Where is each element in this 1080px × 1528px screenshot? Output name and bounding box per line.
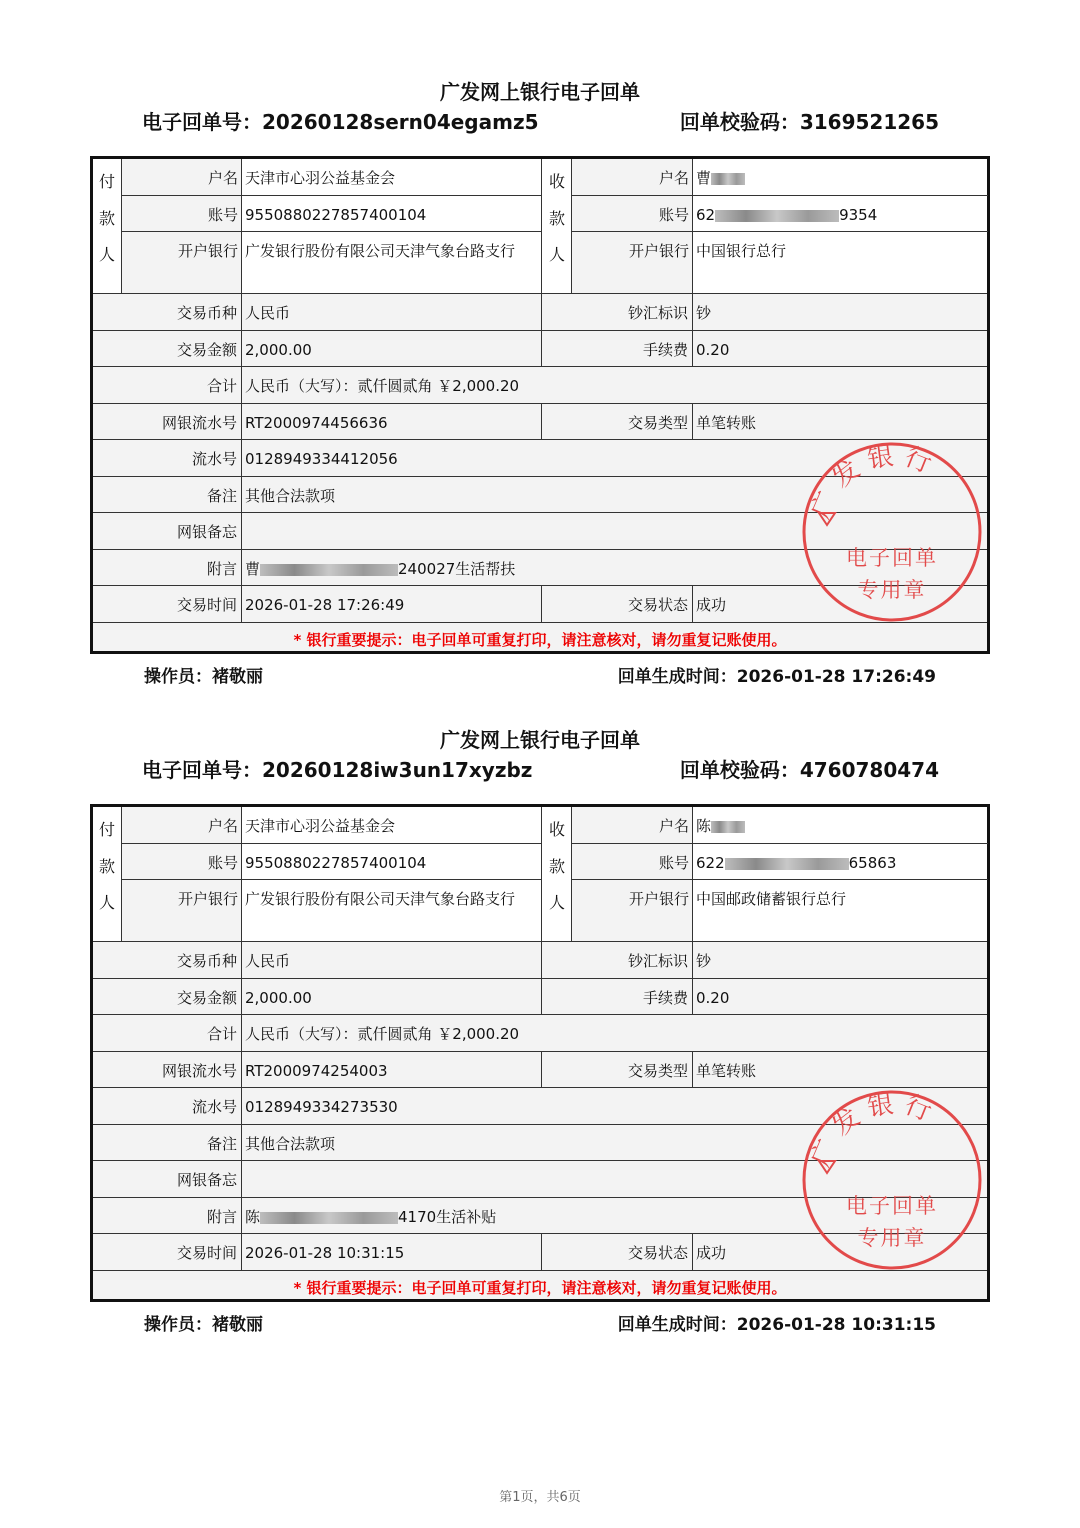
- payee-account-suffix: 9354: [839, 206, 878, 224]
- payer-side-label: [93, 807, 121, 941]
- payer-account-label: 账号: [122, 195, 242, 231]
- receipt-number: 电子回单号：20260128iw3un17xyzbz: [142, 758, 533, 782]
- currency-value: 人民币: [241, 294, 541, 330]
- payee-account-prefix: 622: [696, 854, 725, 872]
- status-label: 交易状态: [541, 586, 692, 622]
- seal-middle-text: 电子回单: [846, 1194, 938, 1218]
- payer-bank: 广发银行股份有限公司天津气象台路支行: [242, 231, 542, 293]
- side-char: 人: [548, 245, 565, 264]
- postscript-prefix: 曹: [245, 560, 261, 578]
- payer-account: 9550880227857400104: [242, 843, 542, 879]
- side-char: 款: [98, 857, 115, 876]
- side-char: 款: [98, 209, 115, 228]
- payer-label-col: [121, 159, 241, 293]
- payee-account-suffix: 65863: [848, 854, 897, 872]
- seal-bottom-text: 专用章: [857, 1226, 927, 1250]
- time-value: 2026-01-28 10:31:15: [241, 1234, 541, 1270]
- payer-side-label: [93, 159, 121, 293]
- fee-value: 0.20: [692, 979, 987, 1014]
- fee-label: 手续费: [541, 979, 692, 1014]
- netbank-serial-value: RT2000974456636: [241, 404, 541, 439]
- payer-name: 天津市心羽公益基金会: [245, 817, 396, 835]
- netbank-remark-label: 网银备忘: [176, 1171, 237, 1189]
- redacted-blur: [260, 564, 398, 576]
- payee-side-label: [541, 159, 571, 293]
- status-value: 成功: [692, 586, 987, 622]
- payee-side-label: [541, 807, 571, 941]
- payee-bank-label: 开户银行: [572, 231, 693, 293]
- payer-bank: 广发银行股份有限公司天津气象台路支行: [242, 879, 542, 941]
- netbank-remark-label: 网银备忘: [176, 523, 237, 541]
- seal-bottom-text: 专用章: [857, 578, 927, 602]
- party-block: [93, 807, 987, 941]
- netbank-serial-label: 网银流水号: [161, 1062, 237, 1080]
- operator: 操作员：褚敬丽: [144, 1315, 263, 1335]
- seal-top-text: [806, 1088, 944, 1171]
- currency-row: [93, 293, 987, 330]
- payee-label-col: [571, 159, 692, 293]
- bank-seal-stamp: [799, 439, 985, 625]
- bank-seal-stamp: [799, 1087, 985, 1273]
- seal-top-textpath: 广发银行: [805, 440, 944, 524]
- netbank-serial-row: [93, 1051, 987, 1087]
- netbank-serial-row: [93, 403, 987, 439]
- payer-account: 9550880227857400104: [242, 195, 542, 231]
- payer-value-col: [241, 807, 541, 941]
- currency-label: 交易币种: [176, 952, 237, 970]
- important-notice: * 银行重要提示：电子回单可重复打印，请注意核对，请勿重复记账使用。: [93, 622, 987, 651]
- generated-time: 回单生成时间：2026-01-28 10:31:15: [617, 1315, 936, 1335]
- payee-name: [693, 159, 988, 195]
- payee-name-visible: 陈: [696, 817, 712, 835]
- redacted-blur: [260, 1212, 398, 1224]
- redacted-blur: [711, 173, 745, 185]
- currency-label: 交易币种: [176, 304, 237, 322]
- amount-value: 2,000.00: [241, 979, 541, 1014]
- amount-row: [93, 978, 987, 1014]
- postscript-suffix: 240027生活帮扶: [398, 560, 516, 578]
- payer-name-label: 户名: [207, 817, 238, 835]
- receipt-title: 广发网上银行电子回单: [440, 80, 640, 104]
- side-char: 收: [548, 820, 565, 839]
- total-label: 合计: [206, 1025, 237, 1043]
- amount-label: 交易金额: [176, 989, 237, 1007]
- seal-middle-text: 电子回单: [846, 546, 938, 570]
- payer-name-label: 户名: [207, 169, 238, 187]
- time-label: 交易时间: [176, 596, 237, 614]
- side-char: 款: [548, 209, 565, 228]
- amount-value: 2,000.00: [241, 331, 541, 366]
- receipt-table: [90, 156, 990, 654]
- cash-value: 钞: [692, 294, 987, 330]
- amount-row: [93, 330, 987, 366]
- serial-value: 0128949334273530: [241, 1088, 987, 1124]
- fee-value: 0.20: [692, 331, 987, 366]
- total-value: 人民币（大写）：贰仟圆贰角 ￥2,000.20: [241, 1015, 987, 1051]
- receipt-title: 广发网上银行电子回单: [440, 728, 640, 752]
- time-label: 交易时间: [176, 1244, 237, 1262]
- postscript-prefix: 陈: [245, 1208, 261, 1226]
- payee-name-visible: 曹: [696, 169, 712, 187]
- payee-name: [693, 807, 988, 843]
- serial-label: 流水号: [191, 1098, 237, 1116]
- page-number: 第1页，共6页: [499, 1490, 581, 1505]
- type-label: 交易类型: [541, 404, 692, 439]
- side-char: 付: [98, 172, 115, 191]
- operator: 操作员：褚敬丽: [144, 667, 263, 687]
- payer-value-col: [241, 159, 541, 293]
- receipt-1: [0, 76, 1080, 696]
- total-row: [93, 1014, 987, 1051]
- cash-value: 钞: [692, 942, 987, 978]
- side-char: 收: [548, 172, 565, 191]
- payee-bank-label: 开户银行: [572, 879, 693, 941]
- receipt-2: [0, 724, 1080, 1344]
- cash-label: 钞汇标识: [541, 294, 692, 330]
- serial-value: 0128949334412056: [241, 440, 987, 476]
- type-value: 单笔转账: [692, 1052, 987, 1087]
- postscript-suffix: 4170生活补贴: [398, 1208, 497, 1226]
- payee-name-label: 户名: [658, 817, 689, 835]
- check-code: 回单校验码：3169521265: [679, 110, 939, 134]
- cash-label: 钞汇标识: [541, 942, 692, 978]
- payer-label-col: [121, 807, 241, 941]
- side-char: 人: [98, 245, 115, 264]
- status-label: 交易状态: [541, 1234, 692, 1270]
- remark-label: 备注: [206, 1135, 237, 1153]
- postscript-label: 附言: [206, 1208, 237, 1226]
- payer-bank-label: 开户银行: [122, 231, 242, 293]
- status-value: 成功: [692, 1234, 987, 1270]
- party-block: [93, 159, 987, 293]
- side-char: 人: [548, 893, 565, 912]
- currency-value: 人民币: [241, 942, 541, 978]
- type-label: 交易类型: [541, 1052, 692, 1087]
- generated-time: 回单生成时间：2026-01-28 17:26:49: [617, 667, 936, 687]
- seal-top-text: [806, 440, 944, 523]
- total-label: 合计: [206, 377, 237, 395]
- remark-value: 其他合法款项: [241, 477, 987, 512]
- payee-account-label: 账号: [572, 843, 693, 879]
- remark-label: 备注: [206, 487, 237, 505]
- redacted-blur: [711, 821, 745, 833]
- side-char: 人: [98, 893, 115, 912]
- payee-account-prefix: 62: [696, 206, 716, 224]
- payee-bank: 中国邮政储蓄银行总行: [693, 879, 988, 941]
- payee-name-label: 户名: [658, 169, 689, 187]
- payer-bank-label: 开户银行: [122, 879, 242, 941]
- netbank-serial-label: 网银流水号: [161, 414, 237, 432]
- total-row: [93, 366, 987, 403]
- remark-value: 其他合法款项: [241, 1125, 987, 1160]
- payee-account-label: 账号: [572, 195, 693, 231]
- payee-account: [693, 843, 988, 879]
- time-value: 2026-01-28 17:26:49: [241, 586, 541, 622]
- redacted-blur: [715, 210, 839, 222]
- total-value: 人民币（大写）：贰仟圆贰角 ￥2,000.20: [241, 367, 987, 403]
- receipt-number: 电子回单号：20260128sern04egamz5: [142, 110, 539, 134]
- side-char: 款: [548, 857, 565, 876]
- postscript-label: 附言: [206, 560, 237, 578]
- payer-account-label: 账号: [122, 843, 242, 879]
- seal-top-textpath: 广发银行: [805, 1088, 944, 1172]
- receipt-table: [90, 804, 990, 1302]
- serial-label: 流水号: [191, 450, 237, 468]
- check-code: 回单校验码：4760780474: [679, 758, 939, 782]
- amount-label: 交易金额: [176, 341, 237, 359]
- type-value: 单笔转账: [692, 404, 987, 439]
- redacted-blur: [725, 858, 849, 870]
- currency-row: [93, 941, 987, 978]
- payer-name: 天津市心羽公益基金会: [245, 169, 396, 187]
- netbank-serial-value: RT2000974254003: [241, 1052, 541, 1087]
- side-char: 付: [98, 820, 115, 839]
- payee-value-col: [692, 159, 987, 293]
- important-notice: * 银行重要提示：电子回单可重复打印，请注意核对，请勿重复记账使用。: [93, 1270, 987, 1299]
- payee-bank: 中国银行总行: [693, 231, 988, 293]
- payee-label-col: [571, 807, 692, 941]
- payee-value-col: [692, 807, 987, 941]
- payee-account: [693, 195, 988, 231]
- fee-label: 手续费: [541, 331, 692, 366]
